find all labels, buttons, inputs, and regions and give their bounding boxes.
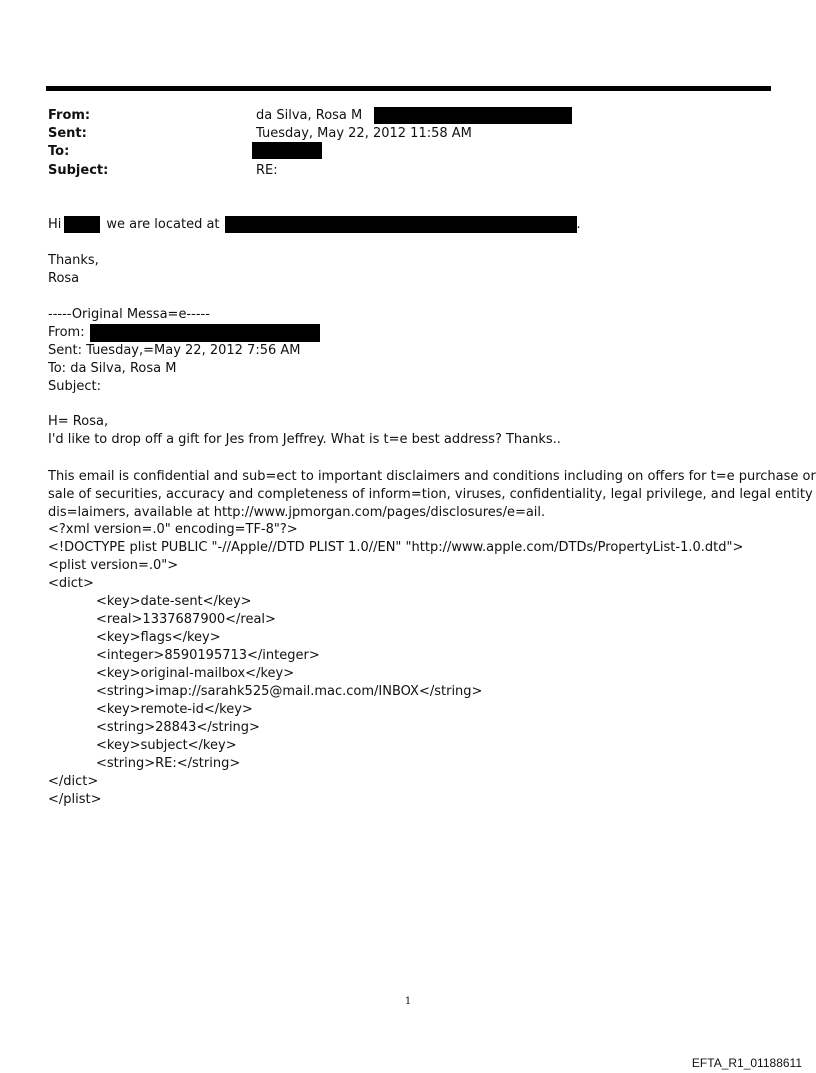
- original-greeting: H= Rosa,: [48, 414, 109, 429]
- original-body: I'd like to drop off a gift for Jes from Jeffrey. What is t=e best address? Thanks..: [48, 432, 561, 447]
- plist-entry: <key>flags</key>: [96, 630, 221, 645]
- redaction-from-email: [374, 107, 572, 124]
- greeting-hi: Hi: [48, 217, 62, 232]
- reply-period: .: [576, 217, 581, 232]
- dict-open: <dict>: [48, 576, 94, 591]
- plist-entry: <real>1337687900</real>: [96, 612, 276, 627]
- plist-entry: <key>date-sent</key>: [96, 594, 252, 609]
- disclaimer-line-3: dis=laimers, available at http://www.jpmorgan.com/pages/disclosures/e=ail.: [48, 505, 546, 520]
- redaction-original-from: [90, 324, 320, 342]
- subject-label: Subject:: [48, 163, 109, 178]
- bates-number: EFTA_R1_01188611: [691, 1056, 802, 1070]
- located-text: we are located at: [106, 217, 220, 232]
- subject-value: RE:: [256, 163, 278, 178]
- from-value: [256, 107, 572, 125]
- to-label: To:: [48, 144, 70, 159]
- original-to-line: To: da Silva, Rosa M: [48, 361, 177, 376]
- plist-open: <plist version=.0">: [48, 558, 179, 573]
- original-subject-line: Subject:: [48, 379, 101, 394]
- from-name: da Silva, Rosa M: [256, 108, 363, 123]
- redaction-to: [252, 142, 322, 159]
- original-sent-line: Sent: Tuesday,=May 22, 2012 7:56 AM: [48, 343, 301, 358]
- plist-xml-decl: <?xml version=.0" encoding=TF-8"?>: [48, 522, 298, 537]
- disclaimer-line-2: sale of securities, accuracy and completeness of inform=tion, viruses, confidentiality, legal privilege, and legal entity: [48, 487, 813, 502]
- original-from-line: [48, 324, 320, 342]
- original-separator: -----Original Messa=e-----: [48, 307, 210, 322]
- signature-line: Rosa: [48, 271, 80, 286]
- from-label: From:: [48, 108, 91, 123]
- redaction-address: [225, 216, 577, 233]
- plist-doctype: <!DOCTYPE plist PUBLIC "-//Apple//DTD PLIST 1.0//EN" "http://www.apple.com/DTDs/PropertyList-1.0.dtd">: [48, 540, 744, 555]
- page-number: 1: [404, 996, 412, 1007]
- reply-greeting-line: [48, 216, 581, 234]
- redaction-name: [64, 216, 100, 233]
- sent-label: Sent:: [48, 126, 87, 141]
- plist-entry: <string>RE:</string>: [96, 756, 241, 771]
- plist-entry: <key>subject</key>: [96, 738, 237, 753]
- plist-entry: <string>28843</string>: [96, 720, 260, 735]
- header-rule: [46, 86, 771, 91]
- disclaimer-line-1: This email is confidential and sub=ect to important disclaimers and conditions including on offers for t=e purchase or: [48, 469, 816, 484]
- plist-close: </plist>: [48, 792, 102, 807]
- original-from-label: From:: [48, 325, 85, 340]
- dict-close: </dict>: [48, 774, 99, 789]
- plist-entry: <integer>8590195713</integer>: [96, 648, 320, 663]
- plist-entry: <string>imap://sarahk525@mail.mac.com/INBOX</string>: [96, 684, 483, 699]
- sent-value: Tuesday, May 22, 2012 11:58 AM: [256, 126, 472, 141]
- plist-entry: <key>remote-id</key>: [96, 702, 253, 717]
- plist-entry: <key>original-mailbox</key>: [96, 666, 295, 681]
- thanks-line: Thanks,: [48, 253, 99, 268]
